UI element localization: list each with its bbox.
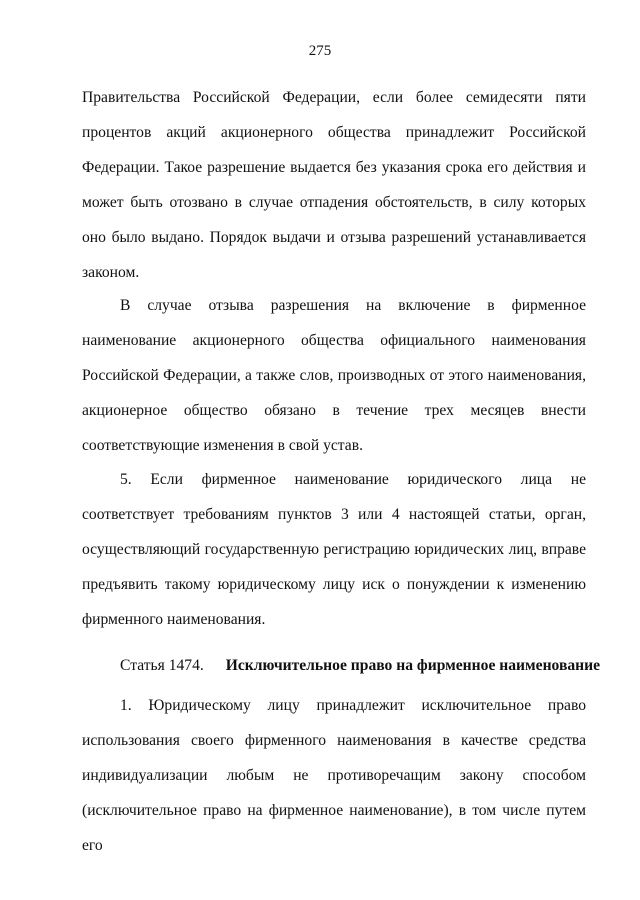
article-heading (120, 655, 600, 677)
paragraph-revocation: В случае отзыва разрешения на включение в фирменное наименование акционерного общества официального наименования Российской Федерации, а также слов, производных от этого наименования, акционерное общество обязано в течение трех месяцев внести соответствующие изменения в свой устав. (82, 297, 586, 454)
article-title: Исключительное право на фирменное наименование (225, 657, 601, 674)
article-number: Статья 1474. (120, 657, 204, 674)
page-number: 275 (308, 43, 332, 59)
article-paragraph-1: 1. Юридическому лицу принадлежит исключительное право использования своего фирменного наименования в качестве средства индивидуализации любым не противоречащим закону способом (исключительное право на фирменное наименование), в том числе путем его (82, 697, 586, 854)
paragraph-continuation: Правительства Российской Федерации, если более семидесяти пяти процентов акций акционерного общества принадлежит Российской Федерации. Такое разрешение выдается без указания срока его действия и может быть отозвано в случае отпадения обстоятельств, в силу которых оно было выдано. Порядок выдачи и отзыва разрешений устанавливается законом. (82, 89, 586, 281)
paragraph-point-5: 5. Если фирменное наименование юридического лица не соответствует требованиям пунктов 3 или 4 настоящей статьи, орган, осуществляющий государственную регистрацию юридических лиц, вправе предъявить такому юридическому лицу иск о понуждении к изменению фирменного наименования. (82, 471, 586, 628)
